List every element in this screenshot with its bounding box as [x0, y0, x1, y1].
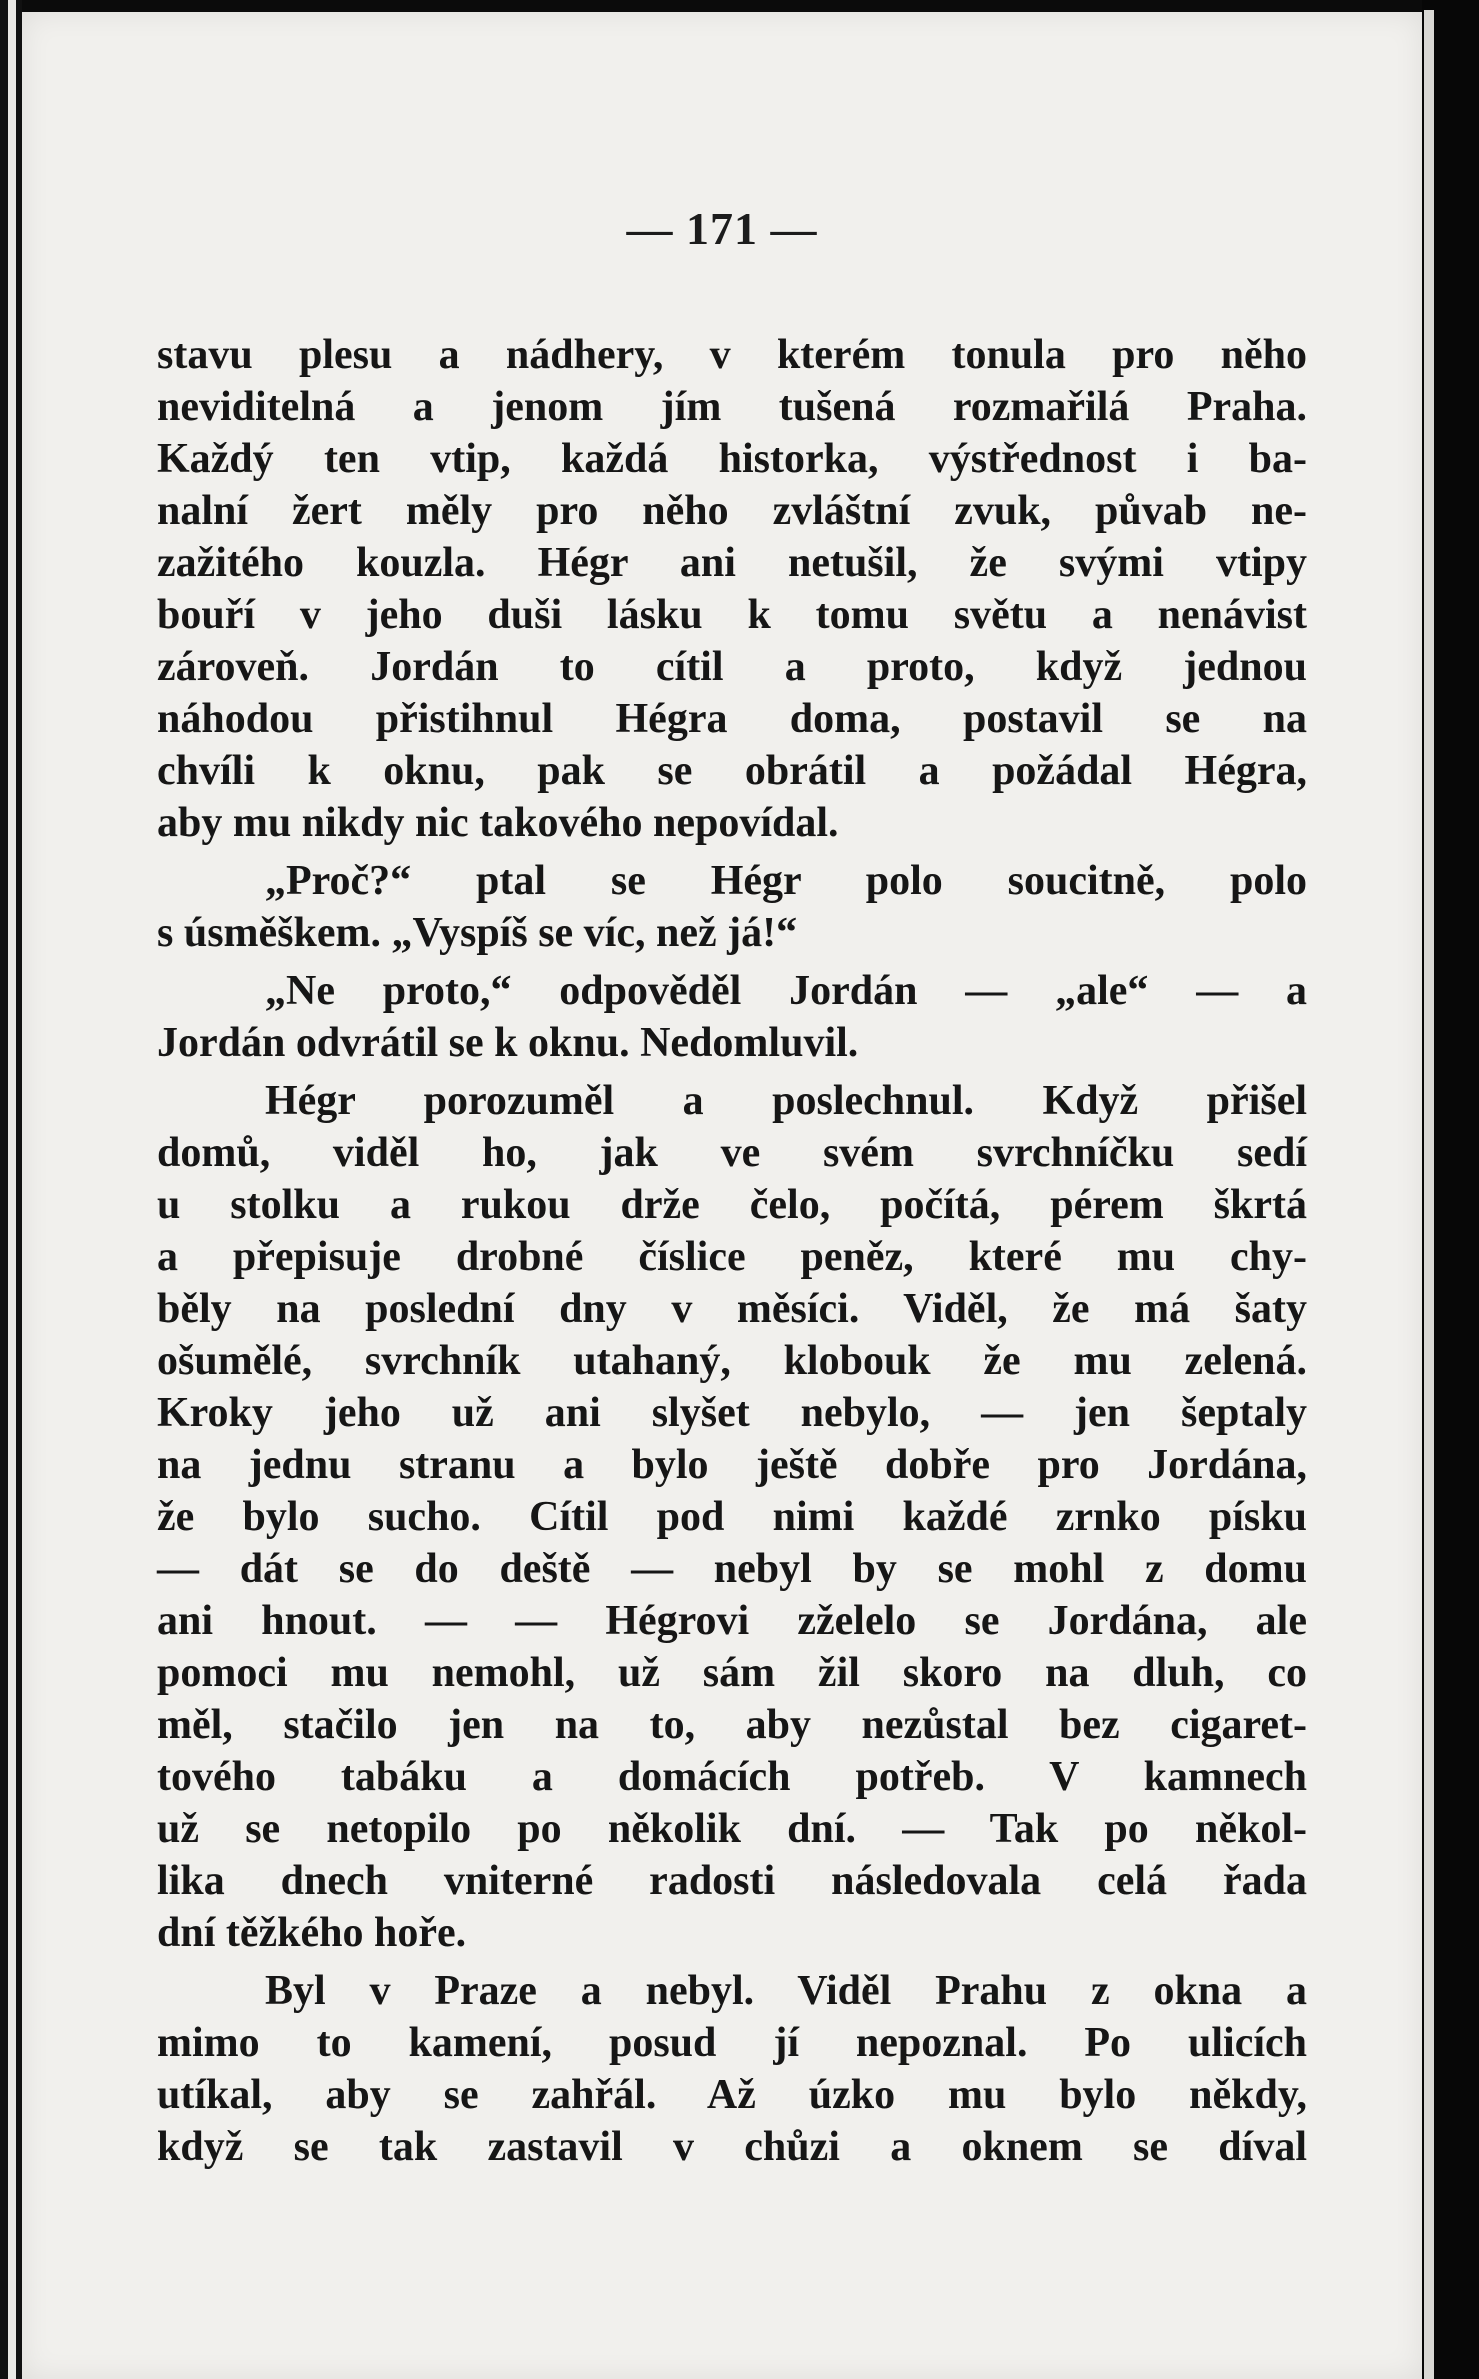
text-line: Jordán odvrátil se k oknu. Nedomluvil. [157, 1020, 859, 1066]
text-line: na jednu stranu a bylo ještě dobře pro Jordána, [157, 1442, 1307, 1488]
text-line: ošumělé, svrchník utahaný, klobouk že mu zelená. [157, 1338, 1307, 1384]
text-line: běly na poslední dny v měsíci. Viděl, že má šaty [157, 1286, 1307, 1332]
text-line: pomoci mu nemohl, už sám žil skoro na dluh, co [157, 1650, 1307, 1696]
text-line: domů, viděl ho, jak ve svém svrchníčku sedí [157, 1130, 1307, 1176]
text-line: když se tak zastavil v chůzi a oknem se díval [157, 2124, 1307, 2170]
left-page-strip [8, 0, 16, 2379]
text-line: neviditelná a jenom jím tušená rozmařilá Praha. [157, 384, 1307, 430]
text-line: „Proč?“ ptal se Hégr polo soucitně, polo [265, 858, 1307, 904]
text-line: bouří v jeho duši lásku k tomu světu a nenávist [157, 592, 1307, 638]
text-line: stavu plesu a nádhery, v kterém tonula pro něho [157, 332, 1307, 378]
text-line: ani hnout. — — Hégrovi zželelo se Jordána, ale [157, 1598, 1307, 1644]
text-line: tového tabáku a domácích potřeb. V kamnech [157, 1754, 1307, 1800]
page-number: — 171 — [626, 203, 818, 254]
text-line: že bylo sucho. Cítil pod nimi každé zrnko písku [157, 1494, 1307, 1540]
text-line: Kroky jeho už ani slyšet nebylo, — jen šeptaly [157, 1390, 1307, 1436]
text-line: utíkal, aby se zahřál. Až úzko mu bylo někdy, [157, 2072, 1307, 2118]
text-line: měl, stačilo jen na to, aby nezůstal bez cigaret- [157, 1702, 1307, 1748]
text-line: — dát se do deště — nebyl by se mohl z domu [157, 1546, 1307, 1592]
text-line: Každý ten vtip, každá historka, výstřednost i ba- [157, 436, 1307, 482]
text-line: už se netopilo po několik dní. — Tak po někol- [157, 1806, 1307, 1852]
book-right-edge [1422, 0, 1479, 2379]
text-line: Hégr porozuměl a poslechnul. Když přišel [265, 1078, 1307, 1124]
text-line: náhodou přistihnul Hégra doma, postavil se na [157, 696, 1307, 742]
text-line: mimo to kamení, posud jí nepoznal. Po ulicích [157, 2020, 1307, 2066]
body-text [157, 329, 1307, 2173]
text-line: „Ne proto,“ odpověděl Jordán — „ale“ — a [265, 968, 1307, 1014]
text-line: a přepisuje drobné číslice peněz, které mu chy- [157, 1234, 1307, 1280]
book-left-edge [0, 0, 22, 2379]
text-line: Byl v Praze a nebyl. Viděl Prahu z okna a [265, 1968, 1307, 2014]
text-line: zažitého kouzla. Hégr ani netušil, že svými vtipy [157, 540, 1307, 586]
right-page-sheet [1424, 10, 1434, 2379]
text-line: zároveň. Jordán to cítil a proto, když jednou [157, 644, 1307, 690]
text-line: s úsměškem. „Vyspíš se víc, než já!“ [157, 910, 798, 956]
text-line: u stolku a rukou drže čelo, počítá, pérem škrtá [157, 1182, 1307, 1228]
book-page [22, 12, 1422, 2379]
text-line: chvíli k oknu, pak se obrátil a požádal Hégra, [157, 748, 1307, 794]
text-line: dní těžkého hoře. [157, 1910, 467, 1956]
text-line: nalní žert měly pro něho zvláštní zvuk, půvab ne- [157, 488, 1307, 534]
text-line: lika dnech vniterné radosti následovala celá řada [157, 1858, 1307, 1904]
text-line: aby mu nikdy nic takového nepovídal. [157, 800, 839, 846]
